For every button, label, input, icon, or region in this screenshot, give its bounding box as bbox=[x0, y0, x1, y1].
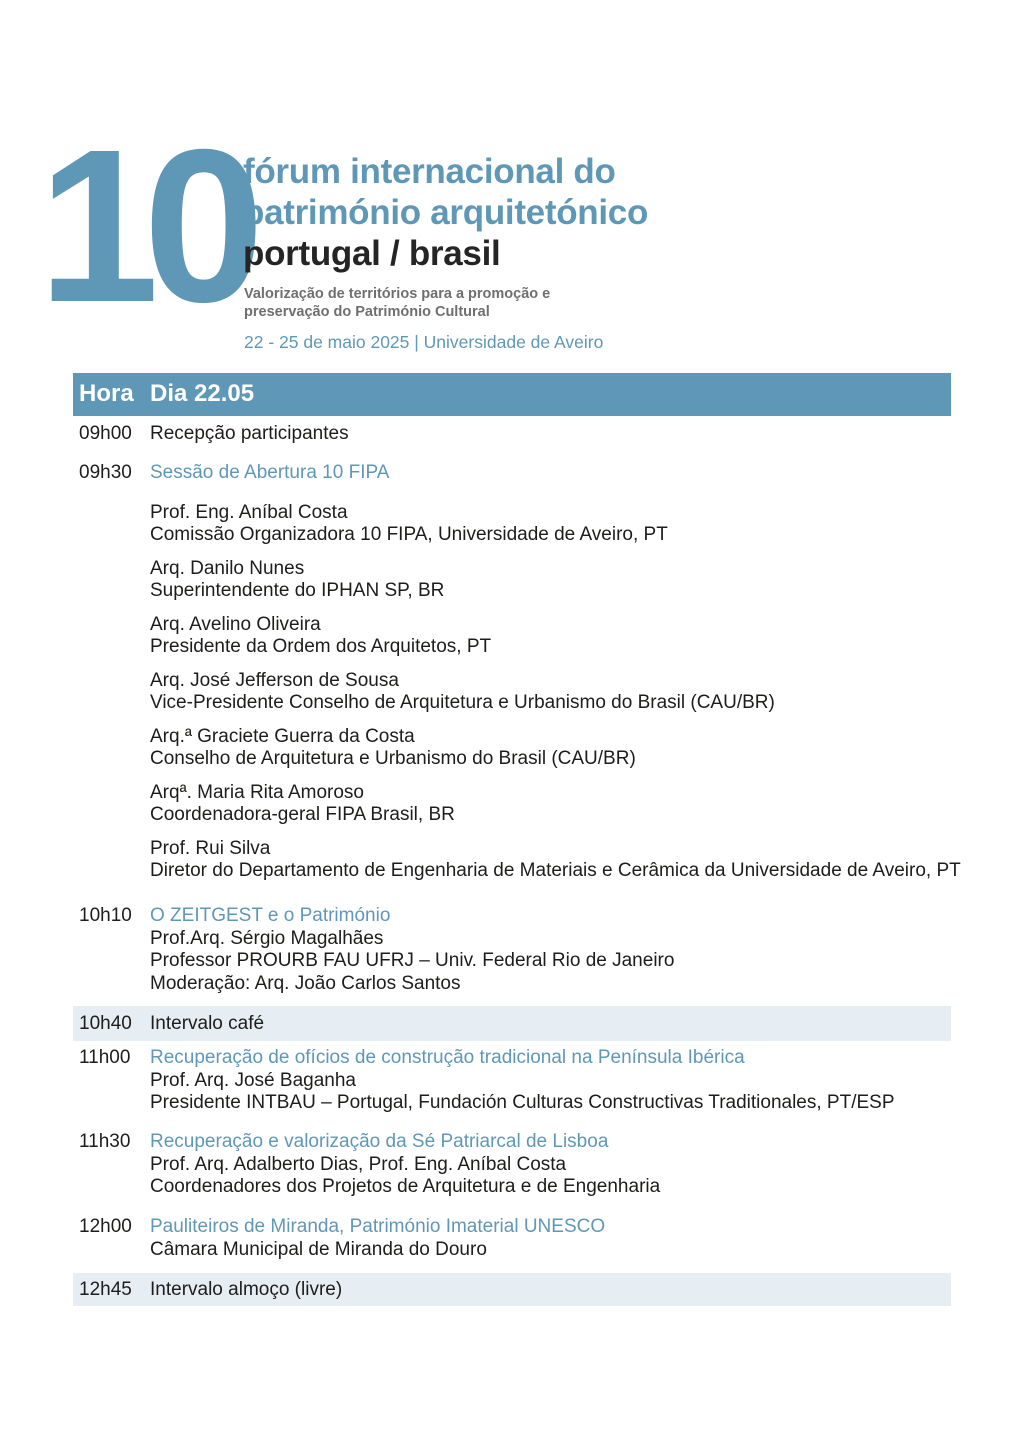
speaker-name: Arq. Avelino Oliveira bbox=[150, 613, 321, 635]
speaker-role: Vice-Presidente Conselho de Arquitetura e Urbanismo do Brasil (CAU/BR) bbox=[150, 692, 775, 713]
speaker bbox=[150, 558, 945, 603]
time: 11h00 bbox=[79, 1047, 131, 1068]
time: 09h00 bbox=[79, 423, 132, 444]
speaker-name: Arq. José Jefferson de Sousa bbox=[150, 669, 399, 691]
speaker-role: Coordenadora-geral FIPA Brasil, BR bbox=[150, 804, 455, 825]
speaker bbox=[150, 670, 945, 715]
speaker bbox=[150, 502, 945, 547]
speaker bbox=[150, 782, 945, 827]
session-title: Intervalo almoço (livre) bbox=[150, 1279, 343, 1300]
session-line: Presidente INTBAU – Portugal, Fundación Culturas Constructivas Traditionales, PT/ESP bbox=[150, 1092, 895, 1113]
speaker-name: Arqª. Maria Rita Amoroso bbox=[150, 781, 364, 803]
event-title-line-2: património arquitetónico bbox=[243, 193, 649, 232]
session-line: Professor PROURB FAU UFRJ – Univ. Federal Rio de Janeiro bbox=[150, 950, 675, 971]
speaker-role: Superintendente do IPHAN SP, BR bbox=[150, 580, 445, 601]
logo-number: 10 bbox=[38, 105, 249, 348]
subtitle-line-1: Valorização de territórios para a promoção e bbox=[244, 286, 551, 302]
speaker-name: Prof. Rui Silva bbox=[150, 837, 271, 859]
schedule-row-1040 bbox=[73, 1006, 951, 1041]
session-title: Intervalo café bbox=[150, 1013, 265, 1034]
time: 12h00 bbox=[79, 1216, 132, 1237]
time: 10h10 bbox=[79, 905, 132, 926]
session-title: Recuperação de ofícios de construção tradicional na Península Ibérica bbox=[150, 1047, 745, 1068]
subtitle-line-2: preservação do Património Cultural bbox=[244, 304, 490, 320]
event-dates: 22 - 25 de maio 2025 | Universidade de Aveiro bbox=[244, 332, 604, 352]
session-title: Pauliteiros de Miranda, Património Imaterial UNESCO bbox=[150, 1216, 606, 1237]
speaker-name: Arq.ª Graciete Guerra da Costa bbox=[150, 725, 415, 747]
schedule-row-1245 bbox=[73, 1273, 951, 1306]
event-title-line-1: fórum internacional do bbox=[243, 152, 616, 191]
speaker bbox=[150, 837, 961, 883]
session-title: O ZEITGEST e o Património bbox=[150, 905, 391, 926]
speaker-role: Diretor do Departamento de Engenharia de Materiais e Cerâmica da Universidade de Aveiro, PT bbox=[150, 860, 961, 881]
column-hora: Hora bbox=[79, 380, 134, 407]
time: 10h40 bbox=[79, 1013, 132, 1034]
speaker-role: Comissão Organizadora 10 FIPA, Universidade de Aveiro, PT bbox=[150, 524, 668, 545]
speaker-role: Conselho de Arquitetura e Urbanismo do Brasil (CAU/BR) bbox=[150, 748, 636, 769]
column-dia: Dia 22.05 bbox=[150, 380, 255, 407]
session-line: Prof. Arq. José Baganha bbox=[150, 1069, 356, 1091]
session-line: Prof. Arq. Adalberto Dias, Prof. Eng. Aníbal Costa bbox=[150, 1153, 567, 1175]
speaker-name: Prof. Eng. Aníbal Costa bbox=[150, 501, 348, 523]
speaker-role: Presidente da Ordem dos Arquitetos, PT bbox=[150, 636, 492, 657]
session-title: Recuperação e valorização da Sé Patriarcal de Lisboa bbox=[150, 1131, 609, 1152]
event-title-line-3: portugal / brasil bbox=[243, 234, 501, 273]
time: 09h30 bbox=[79, 462, 132, 483]
schedule-header-bar bbox=[73, 373, 951, 416]
session-title: Recepção participantes bbox=[150, 423, 349, 444]
speaker-name: Arq. Danilo Nunes bbox=[150, 557, 305, 579]
session-line: Prof.Arq. Sérgio Magalhães bbox=[150, 927, 384, 949]
speaker bbox=[150, 614, 945, 659]
speaker bbox=[150, 726, 945, 771]
time: 11h30 bbox=[79, 1131, 131, 1152]
event-subtitle bbox=[244, 285, 550, 321]
time: 12h45 bbox=[79, 1279, 132, 1300]
session-line: Moderação: Arq. João Carlos Santos bbox=[150, 972, 461, 994]
session-line: Câmara Municipal de Miranda do Douro bbox=[150, 1238, 487, 1260]
session-line: Coordenadores dos Projetos de Arquitetura e de Engenharia bbox=[150, 1176, 661, 1197]
session-title: Sessão de Abertura 10 FIPA bbox=[150, 462, 390, 483]
